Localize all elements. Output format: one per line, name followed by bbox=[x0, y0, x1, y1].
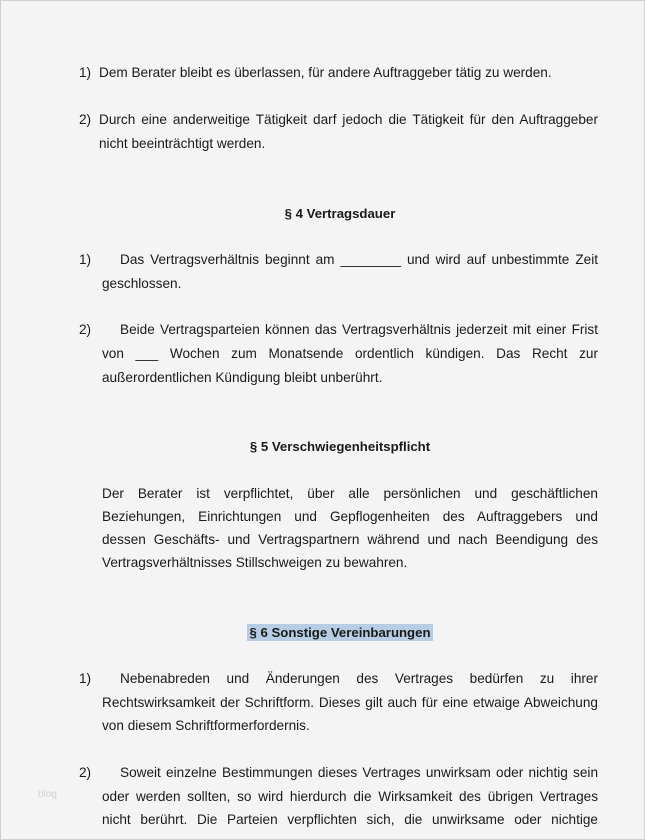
list-number: 2) bbox=[79, 765, 92, 780]
section-heading: § 5 Verschwiegenheitspflicht bbox=[249, 439, 431, 454]
list-number: 2) bbox=[79, 112, 92, 127]
paragraph-line: Das Vertragsverhältnis beginnt am ________ und wird auf unbestimmte Zeit bbox=[120, 252, 598, 267]
paragraph-line: außerordentlichen Kündigung bleibt unberührt. bbox=[102, 370, 383, 385]
list-number: 2) bbox=[79, 322, 92, 337]
paragraph-line: Beziehungen, Einrichtungen und Gepflogenheiten des Auftraggebers und bbox=[102, 509, 598, 524]
paragraph-line: Vertragsverhältnisses Stillschweigen zu bewahren. bbox=[102, 555, 408, 570]
watermark: blog bbox=[38, 789, 57, 800]
paragraph-line: nicht berührt. Die Parteien verpflichten sich, die unwirksame oder nichtige bbox=[102, 812, 598, 827]
section-heading: § 4 Vertragsdauer bbox=[284, 206, 396, 221]
selected-heading-text[interactable]: § 6 Sonstige Vereinbarungen bbox=[249, 625, 431, 640]
list-number: 1) bbox=[79, 671, 92, 686]
paragraph-line: von ___ Wochen zum Monatsende ordentlich kündigen. Das Recht zur bbox=[102, 346, 598, 361]
list-number: 1) bbox=[79, 252, 92, 267]
paragraph-line: oder werden sollten, so wird hierdurch die Wirksamkeit des übrigen Vertrages bbox=[102, 789, 598, 804]
paragraph-line: Der Berater ist verpflichtet, über alle persönlichen und geschäftlichen bbox=[102, 486, 598, 501]
paragraph-line: Rechtswirksamkeit der Schriftform. Dieses gilt auch für eine etwaige Abweichung bbox=[102, 695, 598, 710]
paragraph-line: Beide Vertragsparteien können das Vertragsverhältnis jederzeit mit einer Frist bbox=[120, 322, 598, 337]
paragraph-line: von diesem Schriftformerfordernis. bbox=[102, 718, 310, 733]
paragraph-line: Dem Berater bleibt es überlassen, für andere Auftraggeber tätig zu werden. bbox=[99, 65, 552, 80]
paragraph-line: Soweit einzelne Bestimmungen dieses Vertrages unwirksam oder nichtig sein bbox=[120, 765, 598, 780]
paragraph-line: dessen Geschäfts- und Vertragspartnern während und nach Beendigung des bbox=[102, 532, 598, 547]
paragraph-line: nicht beeinträchtigt werden. bbox=[99, 136, 266, 151]
list-number: 1) bbox=[79, 65, 92, 80]
paragraph-line: Durch eine anderweitige Tätigkeit darf jedoch die Tätigkeit für den Auftraggeber bbox=[99, 112, 598, 127]
section-heading bbox=[0, 624, 645, 642]
paragraph-line: geschlossen. bbox=[102, 276, 182, 291]
paragraph-line: Nebenabreden und Änderungen des Vertrages bedürfen zu ihrer bbox=[120, 671, 598, 686]
